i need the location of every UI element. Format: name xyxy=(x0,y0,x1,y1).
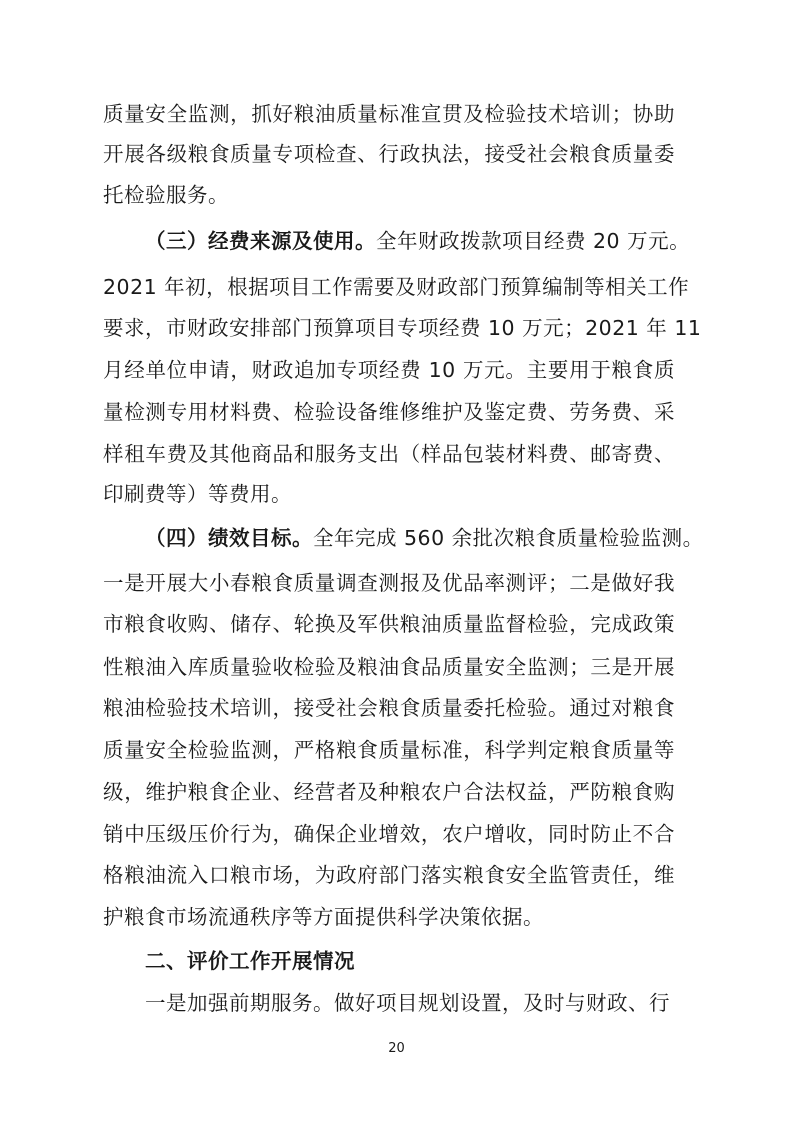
body-line: 要求，市财政安排部门预算项目专项经费 10 万元；2021 年 11 xyxy=(103,316,702,340)
section-goals-line xyxy=(103,520,704,556)
section-funding-line xyxy=(103,223,691,259)
page-number: 20 xyxy=(388,1041,405,1056)
body-line: 格粮油流入口粮市场，为政府部门落实粮食安全监管责任，维 xyxy=(103,863,675,887)
body-line: 级，维护粮食企业、经营者及种粮农户合法权益，严防粮食购 xyxy=(103,780,675,804)
body-line: 样租车费及其他商品和服务支出（样品包装材料费、邮寄费、 xyxy=(103,442,675,466)
section-funding-text: 全年财政拨款项目经费 20 万元。 xyxy=(376,229,691,253)
body-line: 托检验服务。 xyxy=(103,183,229,207)
body-line: 2021 年初，根据项目工作需要及财政部门预算编制等相关工作 xyxy=(103,275,690,299)
body-line: 市粮食收购、储存、轮换及军供粮油质量监督检验，完成政策 xyxy=(103,612,675,636)
section-funding-heading: （三）经费来源及使用。 xyxy=(145,229,376,253)
body-line: 一是加强前期服务。做好项目规划设置，及时与财政、行 xyxy=(145,991,670,1015)
body-line: 印刷费等）等费用。 xyxy=(103,482,292,506)
body-line: 一是开展大小春粮食质量调查测报及优品率测评；二是做好我 xyxy=(103,571,675,595)
body-line: 开展各级粮食质量专项检查、行政执法，接受社会粮食质量委 xyxy=(103,142,675,166)
body-line: 性粮油入库质量验收检验及粮油食品质量安全监测；三是开展 xyxy=(103,655,675,679)
section-goals-heading: （四）绩效目标。 xyxy=(145,526,313,550)
body-line: 质量安全检验监测，严格粮食质量标准，科学判定粮食质量等 xyxy=(103,738,675,762)
section-goals-text: 全年完成 560 余批次粮食质量检验监测。 xyxy=(313,526,704,550)
body-line: 粮油检验技术培训，接受社会粮食质量委托检验。通过对粮食 xyxy=(103,696,675,720)
body-line: 月经单位申请，财政追加专项经费 10 万元。主要用于粮食质 xyxy=(103,358,675,382)
body-line: 护粮食市场流通秩序等方面提供科学决策依据。 xyxy=(103,905,544,929)
body-line: 销中压级压价行为，确保企业增效，农户增收，同时防止不合 xyxy=(103,822,675,846)
body-line: 量检测专用材料费、检验设备维修维护及鉴定费、劳务费、采 xyxy=(103,400,675,424)
body-line: 质量安全监测，抓好粮油质量标准宣贯及检验技术培训；协助 xyxy=(103,102,675,126)
section-heading-evaluation: 二、评价工作开展情况 xyxy=(145,949,355,973)
